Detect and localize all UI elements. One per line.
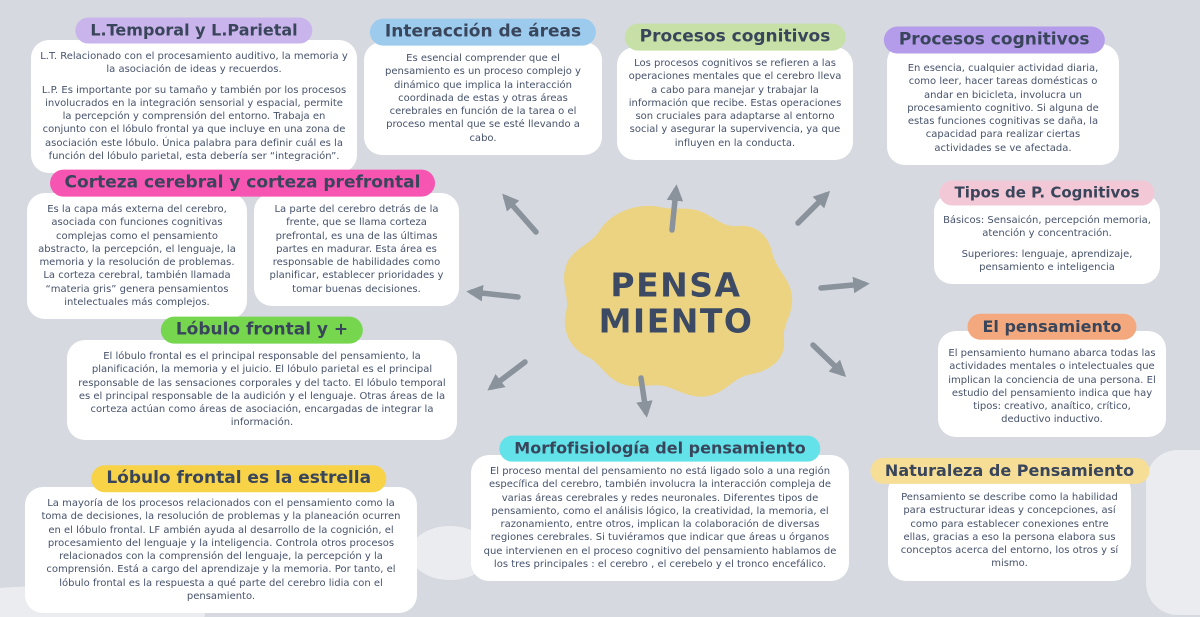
node-corteza-text-right: La parte del cerebro detrás de la frente, que se llama corteza prefrontal, es una de las últimas partes en madurar. Esta área es responsable de habilidades como planificar, establecer prioridades y tomar buenas decisiones. bbox=[269, 204, 444, 295]
node-temporal bbox=[31, 20, 357, 173]
node-naturaleza bbox=[884, 460, 1135, 581]
arrow-to-tipos bbox=[821, 284, 864, 288]
node-corteza-card-left bbox=[27, 193, 247, 319]
node-morfofisiologia-header: Morfofisiología del pensamiento bbox=[499, 436, 820, 462]
arrow-to-interaccion bbox=[506, 198, 536, 232]
arrow-to-corteza bbox=[472, 292, 518, 297]
node-procesos-verde-header: Procesos cognitivos bbox=[625, 24, 846, 51]
node-corteza-header: Corteza cerebral y corteza prefrontal bbox=[50, 170, 436, 197]
node-tipos bbox=[934, 183, 1160, 284]
node-morfofisiologia-card bbox=[471, 455, 849, 581]
central-topic-line1: PENSA bbox=[610, 265, 742, 305]
arrow-to-lobulo-frontal bbox=[492, 362, 525, 387]
node-temporal-header: L.Temporal y L.Parietal bbox=[75, 18, 312, 44]
node-interaccion bbox=[364, 21, 602, 155]
node-naturaleza-text: Pensamiento se describe como la habilidad para estructurar ideas y concepciones, así como para establecer conexiones entre ellas, gracias a eso la persona elabora sus conceptos acerca del entorno, los otros y sí mismo. bbox=[900, 492, 1119, 570]
node-temporal-card bbox=[31, 40, 357, 173]
node-corteza-text-left: Es la capa más externa del cerebro, asociada con funciones cognitivas complejas como el pensamiento abstracto, la percepción, el lenguaje, la memoria y la resolución de problemas. La corteza cerebral, también llamada “materia gris” genera pensamientos intelectuales más complejos. bbox=[38, 204, 236, 309]
node-estrella-header: Lóbulo frontal es la estrella bbox=[91, 465, 386, 492]
node-el-pensamiento bbox=[938, 316, 1166, 437]
node-corteza bbox=[27, 172, 458, 319]
node-lobulo-frontal-header: Lóbulo frontal y + bbox=[161, 317, 363, 344]
node-estrella-text: La mayoría de los procesos relacionados con el pensamiento como la toma de decisiones, la resolución de problemas y la planeación ocurren en el lóbulo frontal. LF ambién ayuda al desarrollo de la cognición, el procesamiento del lenguaje y la inteligencia. Controla otros procesos relacionados con la comprensión del lenguaje, la percepción y la comprensión. Está a cargo del aprendizaje y la memoria. Por tanto, el lóbulo frontal es la respuesta a qué parte del cerebro lidia con el pensamiento. bbox=[41, 498, 401, 603]
node-procesos-verde-text: Los procesos cognitivos se refieren a las operaciones mentales que el cerebro lleva a cabo para manejar y trabajar la información que recibe. Estas operaciones son cruciales para adaptarse al entorno social y asegurar la supervivencia, ya que influyen en la conducta. bbox=[628, 58, 842, 149]
node-procesos-morado-header: Procesos cognitivos bbox=[884, 27, 1105, 54]
node-procesos-morado-card bbox=[887, 44, 1119, 165]
central-topic bbox=[599, 267, 754, 338]
background-blob bbox=[1146, 450, 1200, 615]
node-corteza-card-right bbox=[254, 193, 459, 306]
arrow-to-procesos-morado bbox=[798, 195, 826, 223]
node-lobulo-frontal-text: El lóbulo frontal es el principal responsable del pensamiento, la planificación, la memoria y el juicio. El lóbulo parietal es el principal responsable de las sensaciones corporales y del tacto. El lóbulo temporal es el principal responsable de la audición y el lenguaje. Otras áreas de la corteza actúan como áreas de asociación, encargadas de integrar la información. bbox=[78, 351, 446, 429]
node-naturaleza-card bbox=[888, 473, 1131, 581]
node-procesos-verde bbox=[617, 26, 853, 160]
node-interaccion-card bbox=[364, 42, 602, 155]
node-el-pensamiento-text: El pensamiento humano abarca todas las actividades mentales o intelectuales que implican la conciencia de una persona. El estudio del pensamiento indica que hay tipos: creativo, anaítico, crítico, deductivo inductivo. bbox=[948, 348, 1156, 426]
node-morfofisiologia-text: El proceso mental del pensamiento no está ligado solo a una región específica del cerebro, también involucra la interacción compleja de varias áreas cerebrales y redes neuronales. Diferentes tipos de pensamiento, como el análisis lógico, la creatividad, la memoria, el razonamiento, entre otros, implican la colaboración de diversas regiones cerebrales. Si tuviéramos que indicar que áreas u órganos que intervienen en el proceso cognitivo del pensamiento hablamos de los tres principales : el cerebro , el cerebelo y el tronco encefálico. bbox=[483, 466, 837, 571]
node-el-pensamiento-header: El pensamiento bbox=[967, 314, 1136, 340]
node-estrella bbox=[25, 468, 417, 613]
node-temporal-text-2: L.P. Es importante por su tamaño y también por los procesos involucrados en la integración sensorial y espacial, permite la percepción y comprensión del entorno. Trabaja en conjunto con el lóbulo frontal ya que incluye en una zona de asociación este lóbulo. Única palabra para definir cuál es la función del lóbulo parietal, esta debería ser “integración”. bbox=[41, 84, 347, 163]
arrow-to-el-pensamiento bbox=[813, 345, 842, 373]
node-interaccion-text: Es esencial comprender que el pensamiento es un proceso complejo y dinámico que implica la interacción coordinada de estas y otras áreas cerebrales en función de la tarea o el proceso mental que se esté llevando a cabo. bbox=[385, 53, 581, 144]
node-procesos-morado-text: En esencia, cualquier actividad diaria, como leer, hacer tareas domésticas o andar en bicicleta, involucra un procesamiento cognitivo. Si alguna de estas funciones cognitivas se daña, la capacidad para realizar ciertas actividades se ve afectada. bbox=[907, 63, 1099, 154]
node-el-pensamiento-card bbox=[938, 331, 1166, 437]
node-tipos-text-1: Básicos: Sensaicón, percepción memoria, atención y concentración. bbox=[943, 215, 1151, 240]
node-morfofisiologia bbox=[471, 438, 849, 581]
node-naturaleza-header: Naturaleza de Pensamiento bbox=[870, 458, 1149, 484]
node-lobulo-frontal-card bbox=[67, 340, 457, 440]
node-lobulo-frontal bbox=[67, 319, 457, 440]
node-tipos-header: Tipos de P. Cognitivos bbox=[939, 181, 1154, 206]
node-tipos-card bbox=[934, 194, 1160, 284]
node-procesos-verde-card bbox=[617, 47, 853, 160]
central-topic-line2: MIENTO bbox=[598, 301, 754, 340]
node-procesos-morado bbox=[887, 29, 1119, 165]
node-estrella-card bbox=[25, 487, 417, 613]
node-tipos-text-2: Superiores: lenguaje, aprendizaje, pensamiento e inteligencia bbox=[961, 248, 1133, 273]
node-interaccion-header: Interacción de áreas bbox=[370, 19, 596, 46]
node-temporal-text-1: L.T. Relacionado con el procesamiento auditivo, la memoria y la asociación de ideas y recuerdos. bbox=[40, 51, 348, 76]
